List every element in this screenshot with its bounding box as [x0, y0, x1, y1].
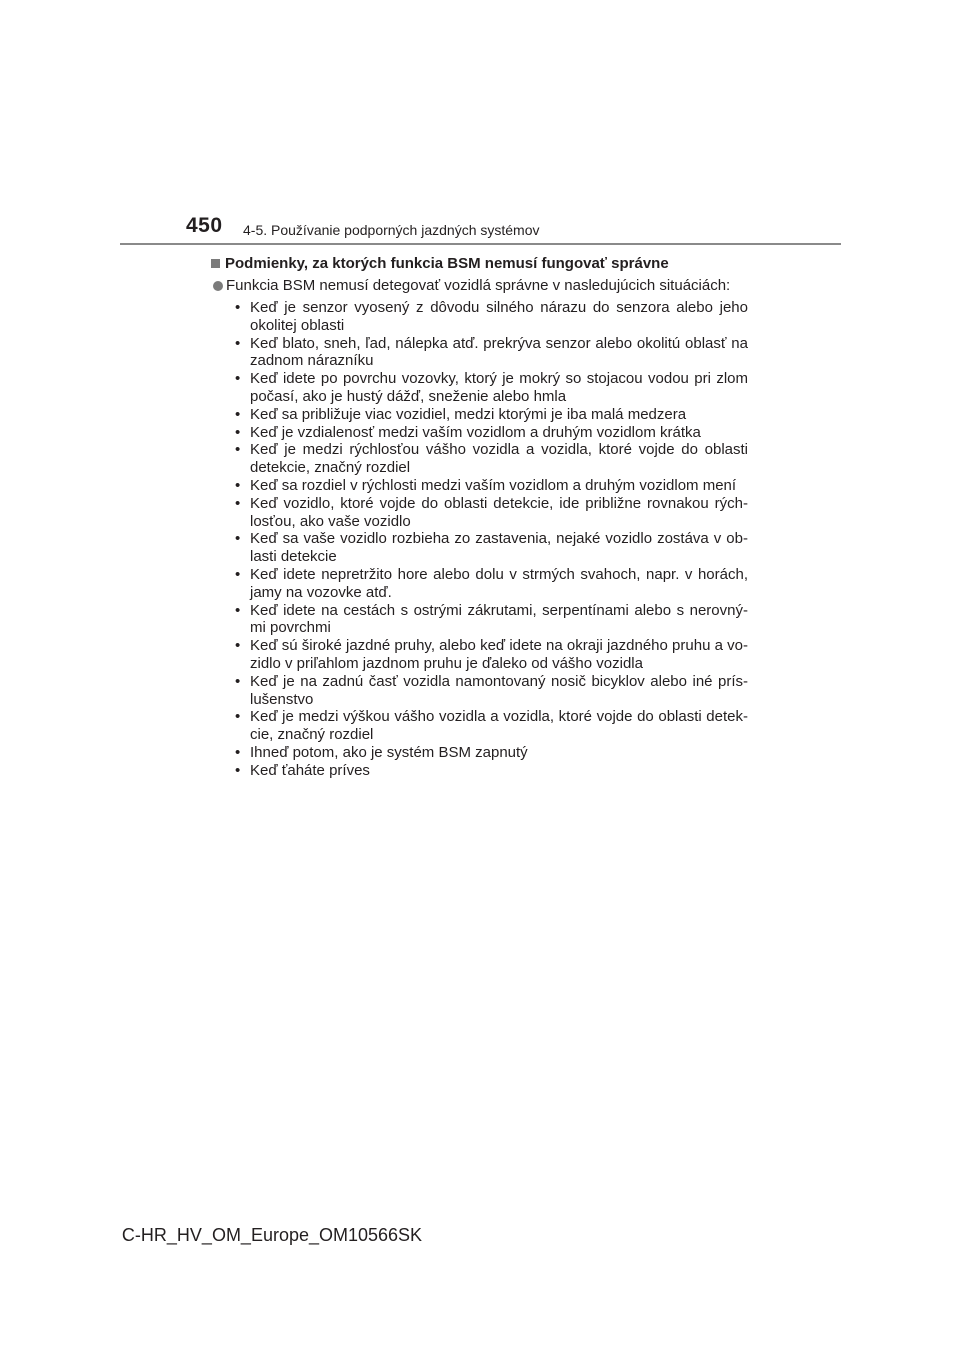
bullet-mark: • [235, 708, 241, 726]
list-item [235, 708, 748, 744]
section-title: 4-5. Používanie podporných jazdných systémov [243, 222, 540, 238]
document-code: C-HR_HV_OM_Europe_OM10566SK [121, 1225, 423, 1245]
bullet-mark: • [235, 423, 241, 441]
list-item [235, 299, 748, 335]
list-item [235, 406, 748, 424]
list-item-text: Keď sa vaše vozidlo rozbieha zo zastavenia, nejaké vozidlo zostáva v ob-lasti detekcie [250, 530, 748, 566]
list-item [235, 477, 748, 495]
intro-text: Funkcia BSM nemusí detegovať vozidlá správne v nasledujúcich situáciách: [226, 277, 731, 294]
list-item-text: Keď je medzi výškou vášho vozidla a vozidla, ktoré vojde do oblasti detek-cie, značný rozdiel [250, 708, 748, 744]
circle-bullet-icon [213, 281, 223, 291]
conditions-list [235, 299, 748, 780]
list-item-text: Ihneď potom, ako je systém BSM zapnutý [250, 743, 528, 761]
list-item-text: Keď sa približuje viac vozidiel, medzi ktorými je iba malá medzera [250, 405, 687, 423]
bullet-mark: • [235, 637, 241, 655]
list-item-text: Keď sú široké jazdné pruhy, alebo keď idete na okraji jazdného pruhu a vo-zidlo v priľahlom jazdnom pruhu je ďaleko od vášho vozidla [250, 637, 748, 672]
list-item [235, 673, 748, 709]
page-number: 450 [186, 214, 223, 237]
bullet-mark: • [235, 299, 241, 316]
bullet-mark: • [235, 565, 241, 583]
list-item [235, 744, 748, 762]
intro-paragraph [213, 277, 730, 294]
list-item-text: Keď sa rozdiel v rýchlosti medzi vaším vozidlom a druhým vozidlom mení [250, 476, 737, 494]
bullet-mark: • [235, 743, 241, 761]
list-item-text: Keď ťaháte príves [250, 761, 370, 779]
bullet-mark: • [235, 494, 241, 512]
list-item [235, 566, 748, 602]
list-item-text: Keď je na zadnú časť vozidla namontovaný nosič bicyklov alebo iné prís-lušenstvo [250, 672, 748, 708]
subsection-heading [211, 255, 669, 272]
list-item-text: Keď idete na cestách s ostrými zákrutami, serpentínami alebo s nerovný-mi povrchmi [250, 601, 748, 637]
bullet-mark: • [235, 672, 241, 690]
list-item [235, 441, 748, 477]
bullet-mark: • [235, 441, 241, 459]
bullet-mark: • [235, 334, 241, 352]
list-item [235, 637, 748, 673]
list-item-text: Keď idete po povrchu vozovky, ktorý je mokrý so stojacou vodou pri zlom počasí, ako je hustý dážď, sneženie alebo hmla [250, 370, 748, 405]
subsection-heading-text: Podmienky, za ktorých funkcia BSM nemusí fungovať správne [225, 255, 669, 272]
list-item-text: Keď je vzdialenosť medzi vaším vozidlom a druhým vozidlom krátka [250, 423, 701, 441]
list-item [235, 602, 748, 638]
list-item-text: Keď idete nepretržito hore alebo dolu v strmých svahoch, napr. v horách, jamy na vozovke atď. [250, 565, 748, 601]
list-item-text: Keď je senzor vyosený z dôvodu silného nárazu do senzora alebo jeho okolitej oblasti [250, 299, 748, 334]
list-item [235, 370, 748, 406]
square-bullet-icon [211, 259, 220, 268]
bullet-mark: • [235, 761, 241, 779]
list-item [235, 530, 748, 566]
list-item [235, 762, 748, 780]
list-item-text: Keď vozidlo, ktoré vojde do oblasti detekcie, ide približne rovnakou rých-losťou, ako vaše vozidlo [250, 494, 748, 530]
list-item-text: Keď blato, sneh, ľad, nálepka atď. prekrýva senzor alebo okolitú oblasť na zadnom nárazníku [250, 334, 748, 370]
bullet-mark: • [235, 530, 241, 548]
list-item [235, 495, 748, 531]
bullet-mark: • [235, 601, 241, 619]
list-item-text: Keď je medzi rýchlosťou vášho vozidla a vozidla, ktoré vojde do oblasti detekcie, značný rozdiel [250, 441, 748, 477]
bullet-mark: • [235, 476, 241, 494]
bullet-mark: • [235, 370, 241, 388]
list-item [235, 335, 748, 371]
list-item [235, 424, 748, 442]
bullet-mark: • [235, 405, 241, 423]
header-divider [120, 243, 841, 245]
